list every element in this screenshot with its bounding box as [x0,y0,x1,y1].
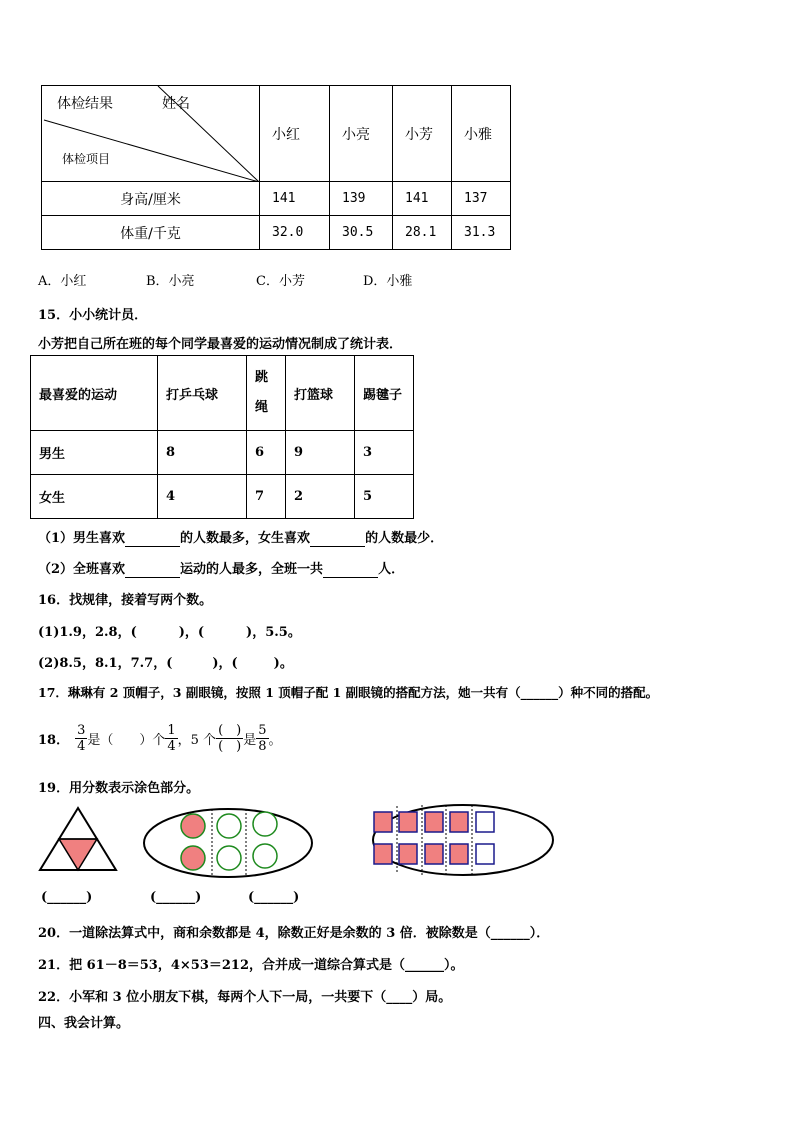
q18-number: 18． [38,732,70,748]
table-header: 打乒乓球 [158,356,247,431]
fraction-3-4: $\frac{3}{4}$ [77,722,86,754]
row-label: 身高/厘米 [42,182,260,216]
shaded-square [425,812,443,832]
q18-text-4: 。 [268,732,282,748]
section-4-heading: 四、我会计算。 [38,1016,130,1031]
table-cell: 30.5 [330,216,393,250]
q16-line2-b: )，( [212,656,238,671]
q15-sub1-b: 的人数最多，女生喜欢 [180,531,311,546]
name-cell: 小雅 [452,86,511,182]
q14-option-b: B．小亮 [146,274,195,289]
triangle-figure [40,808,116,870]
shaded-circle [181,846,205,870]
q17-text: 17．琳琳有 2 顶帽子，3 副眼镜，按照 1 顶帽子配 1 副眼镜的搭配方法，她一共有（______）种不同的搭配。 [38,685,659,700]
q16-line2-a: (2)8.5，8.1，7.7，( [38,656,173,671]
table-header: 踢毽子 [355,356,414,431]
shaded-square [450,844,468,864]
q18-text-2: ，5 个 [177,732,217,748]
q14-option-d: D．小雅 [363,274,413,289]
q19-answer-blank-2[interactable]: (______) [150,890,202,905]
squares-figure [373,805,553,875]
table-cell: 4 [158,475,247,519]
shaded-circle [181,814,205,838]
table-cell: 5 [355,475,414,519]
empty-circle [253,844,277,868]
table-header: 打篮球 [286,356,355,431]
q15-sub1-c: 的人数最少． [365,531,444,546]
q15-title: 15．小小统计员． [38,308,148,323]
q16-line2 [38,652,293,671]
q20-text: 20．一道除法算式中，商和余数都是 4，除数正好是余数的 3 倍．被除数是（______）． [38,926,550,941]
shaded-square [374,844,392,864]
empty-circle [217,814,241,838]
row-label: 女生 [31,475,158,519]
q14-option-c: C．小芳 [256,274,305,289]
table-cell: 3 [355,431,414,475]
table-cell: 139 [330,182,393,216]
name-cell: 小芳 [393,86,452,182]
table-header: 最喜爱的运动 [31,356,158,431]
q18-line [38,716,282,760]
row-label: 体重/千克 [42,216,260,250]
row-label: 男生 [31,431,158,475]
empty-circle [253,812,277,836]
shaded-square [450,812,468,832]
shaded-square [425,844,443,864]
q16-line1-c: )，5.5。 [246,625,301,640]
q15-sub1-a: （1）男生喜欢 [38,531,126,546]
header-left-label: 体检结果 [57,96,113,112]
table-cell: 28.1 [393,216,452,250]
table-cell: 8 [158,431,247,475]
header-char: 跳 [255,370,269,385]
q16-line1 [38,621,301,640]
table-cell: 9 [286,431,355,475]
q19-answer-blank-3[interactable]: (______) [248,890,300,905]
q16-line1-a: (1)1.9，2.8，( [38,625,137,640]
q16-title: 16．找规律，接着写两个数。 [38,593,213,608]
q18-text-3: 是 [243,732,257,748]
q19-title: 19．用分数表示涂色部分。 [38,781,200,796]
q16-line2-c: )。 [273,656,293,671]
header-top-label: 姓名 [162,96,190,112]
q15-sub2 [38,558,404,578]
circles-figure [144,809,312,877]
fraction-1-4: $\frac{1}{4}$ [167,722,176,754]
answer-blank[interactable] [125,531,180,547]
q21-text: 21．把 61－8＝53，4×53＝212，合并成一道综合算式是（______）。 [38,958,464,973]
name-cell: 小红 [260,86,330,182]
empty-square [476,812,494,832]
answer-blank[interactable] [125,562,180,578]
q15-intro: 小芳把自己所在班的每个同学最喜爱的运动情况制成了统计表． [38,337,403,352]
answer-blank[interactable] [310,531,365,547]
shaded-square [374,812,392,832]
q18-text-1: 是（ ）个 [87,732,166,748]
table-cell: 6 [247,431,286,475]
q19-figures [30,800,570,890]
health-check-table [41,85,511,250]
fraction-blank[interactable]: $\frac{( )}{( )}$ [218,722,242,754]
table-cell: 141 [260,182,330,216]
table-cell: 31.3 [452,216,511,250]
header-bottom-label: 体检项目 [62,152,111,166]
empty-square [476,844,494,864]
q14-option-a: A．小红 [38,274,87,289]
sports-table [30,355,414,519]
table-cell: 141 [393,182,452,216]
q15-sub1 [38,527,443,547]
table-cell: 32.0 [260,216,330,250]
fraction-5-8: $\frac{5}{8}$ [258,722,267,754]
answer-blank[interactable] [323,562,378,578]
q15-sub2-b: 运动的人最多，全班一共 [180,562,324,577]
diagonal-header-cell [42,86,260,182]
table-cell: 7 [247,475,286,519]
shaded-square [399,812,417,832]
table-header-jump-rope [247,356,286,431]
empty-circle [217,846,241,870]
q15-sub2-a: （2）全班喜欢 [38,562,126,577]
shaded-square [399,844,417,864]
name-cell: 小亮 [330,86,393,182]
q16-line1-b: )，( [178,625,205,640]
q15-sub2-c: 人． [378,562,405,577]
q19-answer-blank-1[interactable]: (______) [41,890,93,905]
table-cell: 137 [452,182,511,216]
table-cell: 2 [286,475,355,519]
header-char: 绳 [255,400,269,415]
q22-text: 22．小军和 3 位小朋友下棋，每两个人下一局，一共要下（____）局。 [38,990,452,1005]
